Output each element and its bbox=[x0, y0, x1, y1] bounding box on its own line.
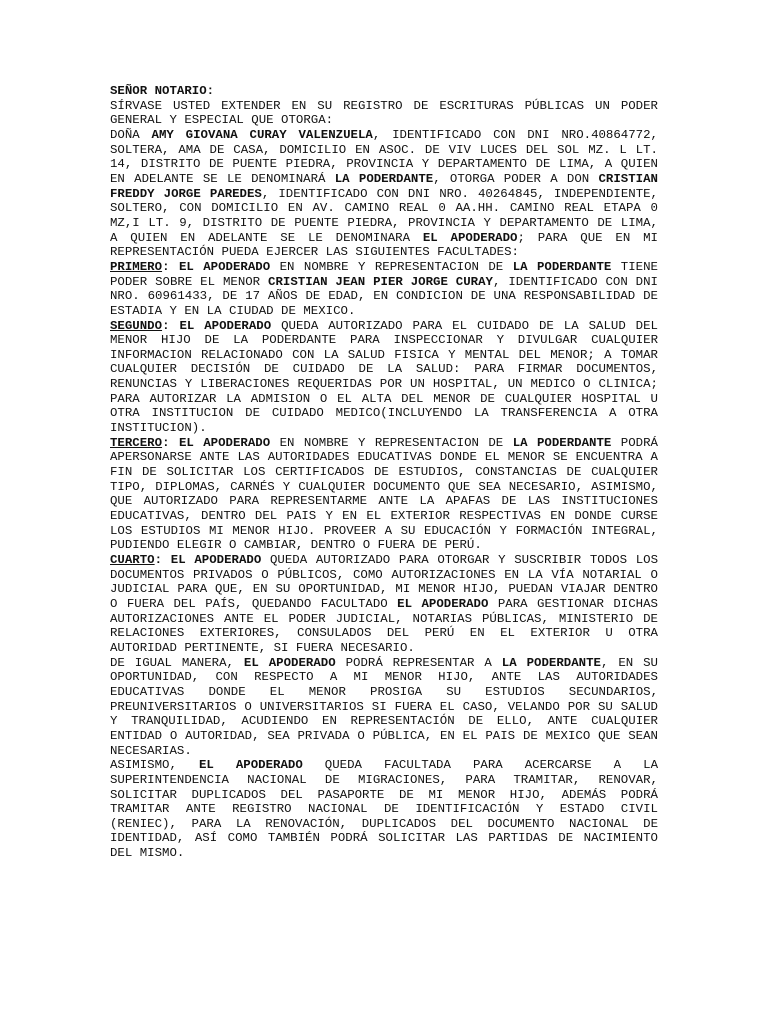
igual-manera-paragraph bbox=[110, 656, 658, 759]
clause-primero-text-1: EN NOMBRE Y REPRESENTACION DE bbox=[270, 259, 513, 274]
asimismo-text-1: ASIMISMO, bbox=[110, 758, 199, 773]
clause-primero-text-3: , IDENTIFICADO CON DNI NRO. 60961433, DE 17 AÑOS DE EDAD, EN CONDICION DE UNA RESPONSABILIDAD DE ESTADIA Y EN LA CIUDAD DE MEXICO. bbox=[110, 274, 658, 318]
asimismo-text-2: QUEDA FACULTADA PARA ACERCARSE A LA SUPERINTENDENCIA NACIONAL DE MIGRACIONES, PARA TRAMITAR, RENOVAR, SOLICITAR DUPLICADOS DEL PASAPORTE DE MI MENOR HIJO, ADEMÁS PODRÁ TRAMITAR ANTE REGISTRO NACIONAL DE IDENTIFICACIÓN Y ESTADO CIVIL (RENIEC), PARA LA RENOVACIÓN, DUPLICADOS DEL DOCUMENTO NACIONAL DE IDENTIDAD, ASÍ COMO TAMBIÉN PODRÁ SOLICITAR LAS PARTIDAS DE NACIMIENTO DEL MISMO. bbox=[110, 758, 659, 861]
clause-segundo-label: SEGUNDO bbox=[110, 318, 163, 333]
clause-tercero bbox=[110, 436, 658, 553]
clause-cuarto-apoderado-2: EL APODERADO bbox=[397, 596, 489, 611]
clause-segundo-colon: : bbox=[162, 318, 180, 333]
el-apoderado-term: EL APODERADO bbox=[422, 230, 518, 245]
asimismo-apoderado: EL APODERADO bbox=[198, 758, 303, 773]
parties-text-5: ; PARA QUE EN MI REPRESENTACIÓN PUEDA EJERCER LAS SIGUIENTES FACULTADES: bbox=[110, 230, 658, 260]
clause-cuarto-text-1: QUEDA AUTORIZADO PARA OTORGAR Y SUSCRIBIR TODOS LOS DOCUMENTOS PRIVADOS O PÚBLICOS, COMO AUTORIZACIONES EN LA VÍA NOTARIAL O JUDICIAL PARA QUE, EN SU OPORTUNIDAD, MI MENOR HIJO, PUEDAN VIAJAR DENTRO O FUERA DEL PAÍS, QUEDANDO FACULTADO bbox=[110, 553, 659, 611]
addressee: SEÑOR NOTARIO: bbox=[110, 84, 215, 98]
clause-tercero-text-2: PODRÁ APERSONARSE ANTE LAS AUTORIDADES EDUCATIVAS DONDE EL MENOR SE ENCUENTRA A FIN DE SOLICITAR LOS CERTIFICADOS DE ESTUDIOS, CONSTANCIAS DE CUALQUIER TIPO, DIPLOMAS, CARNÉS Y CUALQUIER DOCUMENTO QUE SEA NECESARIO, ASIMISMO, QUE AUTORIZADO PARA REPRESENTARME ANTE LA APAFAS DE LAS INSTITUCIONES EDUCATIVAS, DENTRO DEL PAIS Y EN EL EXTERIOR RESPECTIVAS EN DONDE CURSE LOS ESTUDIOS MI MENOR HIJO. PROVEER A SU EDUCACIÓN Y FORMACIÓN INTEGRAL, PUDIENDO ELEGIR O CAMBIAR, DENTRO O FUERA DE PERÚ. bbox=[110, 435, 658, 553]
apoderado-name: CRISTIAN FREDDY JORGE PAREDES bbox=[110, 171, 658, 201]
clause-tercero-poderdante: LA PODERDANTE bbox=[512, 435, 612, 450]
parties-text-4: , IDENTIFICADO CON DNI NRO. 40264845, INDEPENDIENTE, SOLTERO, CON DOMICILIO EN AV. CAMINO REAL 0 AA.HH. CAMINO REAL ETAPA 0 MZ,I LT. 9, DISTRITO DE PUENTE PIEDRA, PROVINCIA Y DEPARTAMENTO DE LIMA, A QUIEN EN ADELANTE SE LE DENOMINARA bbox=[110, 186, 658, 245]
igual-text-2: PODRÁ REPRESENTAR A bbox=[335, 655, 502, 670]
poderdante-name: AMY GIOVANA CURAY VALENZUELA bbox=[151, 127, 373, 142]
igual-apoderado: EL APODERADO bbox=[243, 655, 336, 670]
clause-primero-colon: : bbox=[162, 259, 179, 274]
clause-tercero-label: TERCERO bbox=[110, 435, 163, 450]
igual-text-3: , EN SU OPORTUNIDAD, CON RESPECTO A MI MENOR HIJO, ANTE LAS AUTORIDADES EDUCATIVAS DONDE EL MENOR PROSIGA SU ESTUDIOS SECUNDARIOS, PREUNIVERSITARIOS O UNIVERSITARIOS SI FUERA EL CASO, VELANDO POR SU SALUD Y TRANQUILIDAD, ACUDIENDO EN REPRESENTACIÓN DE ELLO, ANTE CUALQUIER ENTIDAD O AUTORIDAD, SEA PRIVADA O PÚBLICA, EN EL PAIS DE MEXICO QUE SEAN NECESARIAS. bbox=[110, 655, 658, 758]
clause-primero-apoderado: EL APODERADO bbox=[178, 259, 271, 274]
parties-text-2: , IDENTIFICADO CON DNI NRO.40864772, SOLTERA, AMA DE CASA, DOMICILIO EN ASOC. DE VIV LUCES DEL SOL MZ. L LT. 14, DISTRITO DE PUENTE PIEDRA, PROVINCIA Y DEPARTAMENTO DE LIMA, A QUIEN EN ADELANTE SE LE DENOMINARÁ bbox=[110, 127, 658, 186]
clause-cuarto bbox=[110, 553, 658, 656]
clause-segundo-text-1: QUEDA AUTORIZADO PARA EL CUIDADO DE LA SALUD DEL MENOR HIJO DE LA PODERDANTE PARA INSPECCIONAR Y DIVULGAR CUALQUIER INFORMACION RELACIONADO CON LA SALUD FISICA Y MENTAL DEL MENOR; A TOMAR CUALQUIER DECISIÓN DE CUIDADO DE LA SALUD: PARA FIRMAR DOCUMENTOS, RENUNCIAS Y LIBERACIONES REQUERIDAS POR UN HOSPITAL, UN MEDICO O CLINICA; PARA AUTORIZAR LA ADMISION O EL ALTA DEL MENOR DE CUALQUIER HOSPITAL U OTRA INSTITUCION DE CUIDADO MEDICO(INCLUYENDO LA TRANSFERENCIA A OTRA INSTITUCION). bbox=[110, 318, 658, 436]
clause-primero-poderdante: LA PODERDANTE bbox=[512, 259, 612, 274]
clause-tercero-colon: : bbox=[162, 435, 179, 450]
parties-text-3: , OTORGA PODER A DON bbox=[433, 171, 599, 186]
minor-name: CRISTIAN JEAN PIER JORGE CURAY bbox=[268, 274, 493, 289]
clause-cuarto-apoderado: EL APODERADO bbox=[170, 553, 262, 567]
clause-tercero-apoderado: EL APODERADO bbox=[178, 435, 271, 450]
clause-cuarto-colon: : bbox=[154, 553, 171, 567]
clause-cuarto-text-2: PARA GESTIONAR DICHAS AUTORIZACIONES ANTE EL PODER JUDICIAL, NOTARIAS PÚBLICAS, MINISTERIO DE RELACIONES EXTERIORES, CONSULADOS DEL PERÚ EN EL EXTERIOR U OTRA AUTORIDAD PERTINENTE, SI FUERA NECESARIO. bbox=[110, 596, 658, 655]
clause-tercero-text-1: EN NOMBRE Y REPRESENTACION DE bbox=[270, 435, 513, 450]
clause-primero-text-2: TIENE PODER SOBRE EL MENOR bbox=[110, 259, 658, 289]
clause-cuarto-label: CUARTO bbox=[110, 553, 155, 567]
parties-paragraph bbox=[110, 128, 658, 260]
addressee-line bbox=[110, 84, 658, 99]
clause-primero bbox=[110, 260, 658, 319]
clause-segundo-apoderado: EL APODERADO bbox=[179, 318, 272, 333]
la-poderdante-term: LA PODERDANTE bbox=[334, 171, 434, 186]
igual-text-1: DE IGUAL MANERA, bbox=[110, 655, 244, 670]
document-page bbox=[110, 84, 658, 861]
clause-segundo bbox=[110, 319, 658, 436]
asimismo-paragraph bbox=[110, 758, 658, 861]
igual-poderdante: LA PODERDANTE bbox=[501, 655, 601, 670]
intro-paragraph: SÍRVASE USTED EXTENDER EN SU REGISTRO DE ESCRITURAS PÚBLICAS UN PODER GENERAL Y ESPECIAL QUE OTORGA: bbox=[110, 98, 658, 128]
parties-text-1: DOÑA bbox=[110, 127, 152, 142]
clause-primero-label: PRIMERO bbox=[110, 259, 163, 274]
